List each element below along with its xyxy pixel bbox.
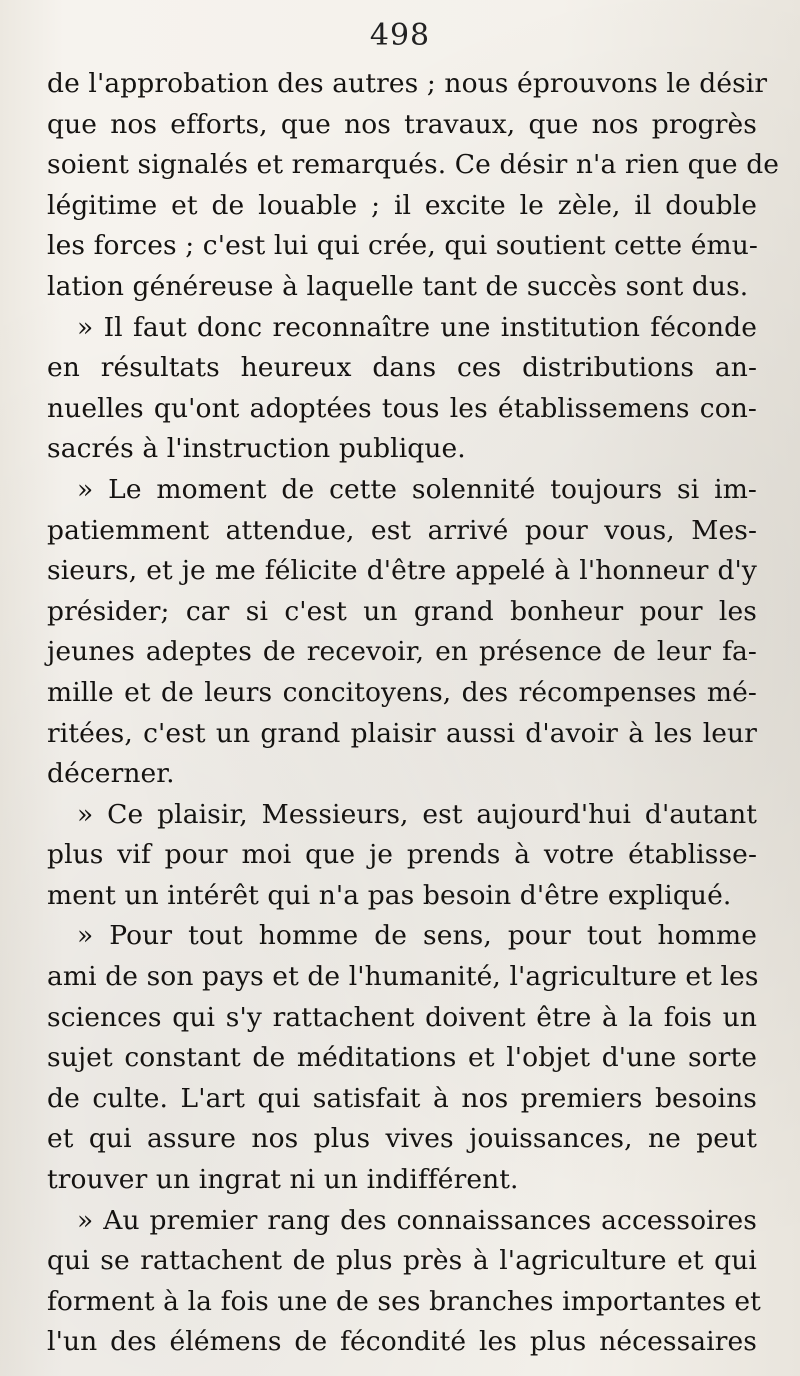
text-line: l'un des élémens de fécondité les plus nécessaires xyxy=(47,1326,757,1358)
text-line: jeunes adeptes de recevoir, en présence de leur fa- xyxy=(47,636,757,668)
text-line: sciences qui s'y rattachent doivent être à la fois un xyxy=(47,1001,757,1033)
text-line: lation généreuse à laquelle tant de succès sont dus. xyxy=(47,270,749,302)
text-line: qui se rattachent de plus près à l'agriculture et qui xyxy=(47,1245,757,1277)
text-line: » Le moment de cette solennité toujours si im- xyxy=(77,473,757,505)
text-line: forment à la fois une de ses branches importantes et xyxy=(47,1285,761,1317)
text-line: ritées, c'est un grand plaisir aussi d'avoir à les leur xyxy=(47,717,757,749)
text-line: et qui assure nos plus vives jouissances, ne peut xyxy=(47,1123,757,1155)
text-line: » Il faut donc reconnaître une institution féconde xyxy=(77,311,757,343)
text-line: en résultats heureux dans ces distributions an- xyxy=(47,352,757,384)
text-line: les forces ; c'est lui qui crée, qui soutient cette ému- xyxy=(47,230,758,262)
text-line: sieurs, et je me félicite d'être appelé à l'honneur d'y xyxy=(47,555,757,587)
page-number: 498 xyxy=(369,18,431,53)
text-line: que nos efforts, que nos travaux, que nos progrès xyxy=(47,108,757,140)
text-line: présider; car si c'est un grand bonheur pour les xyxy=(47,595,757,627)
text-line: sacrés à l'instruction publique. xyxy=(47,433,466,465)
text-line: » Pour tout homme de sens, pour tout homme xyxy=(77,920,757,952)
text-line: » Ce plaisir, Messieurs, est aujourd'hui d'autant xyxy=(77,798,757,830)
text-line: de l'approbation des autres ; nous éprouvons le désir xyxy=(47,68,768,99)
text-line: » Au premier rang des connaissances accessoires xyxy=(77,1204,757,1236)
text-line: légitime et de louable ; il excite le zèle, il double xyxy=(47,189,757,221)
body-text xyxy=(47,64,780,1363)
text-line: ment un intérêt qui n'a pas besoin d'être expliqué. xyxy=(47,879,732,911)
text-line: soient signalés et remarqués. Ce désir n'a rien que de xyxy=(47,149,780,181)
text-line: mille et de leurs concitoyens, des récompenses mé- xyxy=(47,676,757,708)
text-line: de culte. L'art qui satisfait à nos premiers besoins xyxy=(47,1082,757,1114)
text-line: nuelles qu'ont adoptées tous les établissemens con- xyxy=(47,392,757,424)
text-line: décerner. xyxy=(47,758,175,790)
text-line: ami de son pays et de l'humanité, l'agriculture et les xyxy=(47,961,759,993)
text-line: sujet constant de méditations et l'objet d'une sorte xyxy=(47,1042,757,1074)
text-line: plus vif pour moi que je prends à votre établisse- xyxy=(47,839,757,871)
text-line: trouver un ingrat ni un indifférent. xyxy=(47,1164,519,1196)
text-line: patiemment attendue, est arrivé pour vous, Mes- xyxy=(47,514,757,546)
